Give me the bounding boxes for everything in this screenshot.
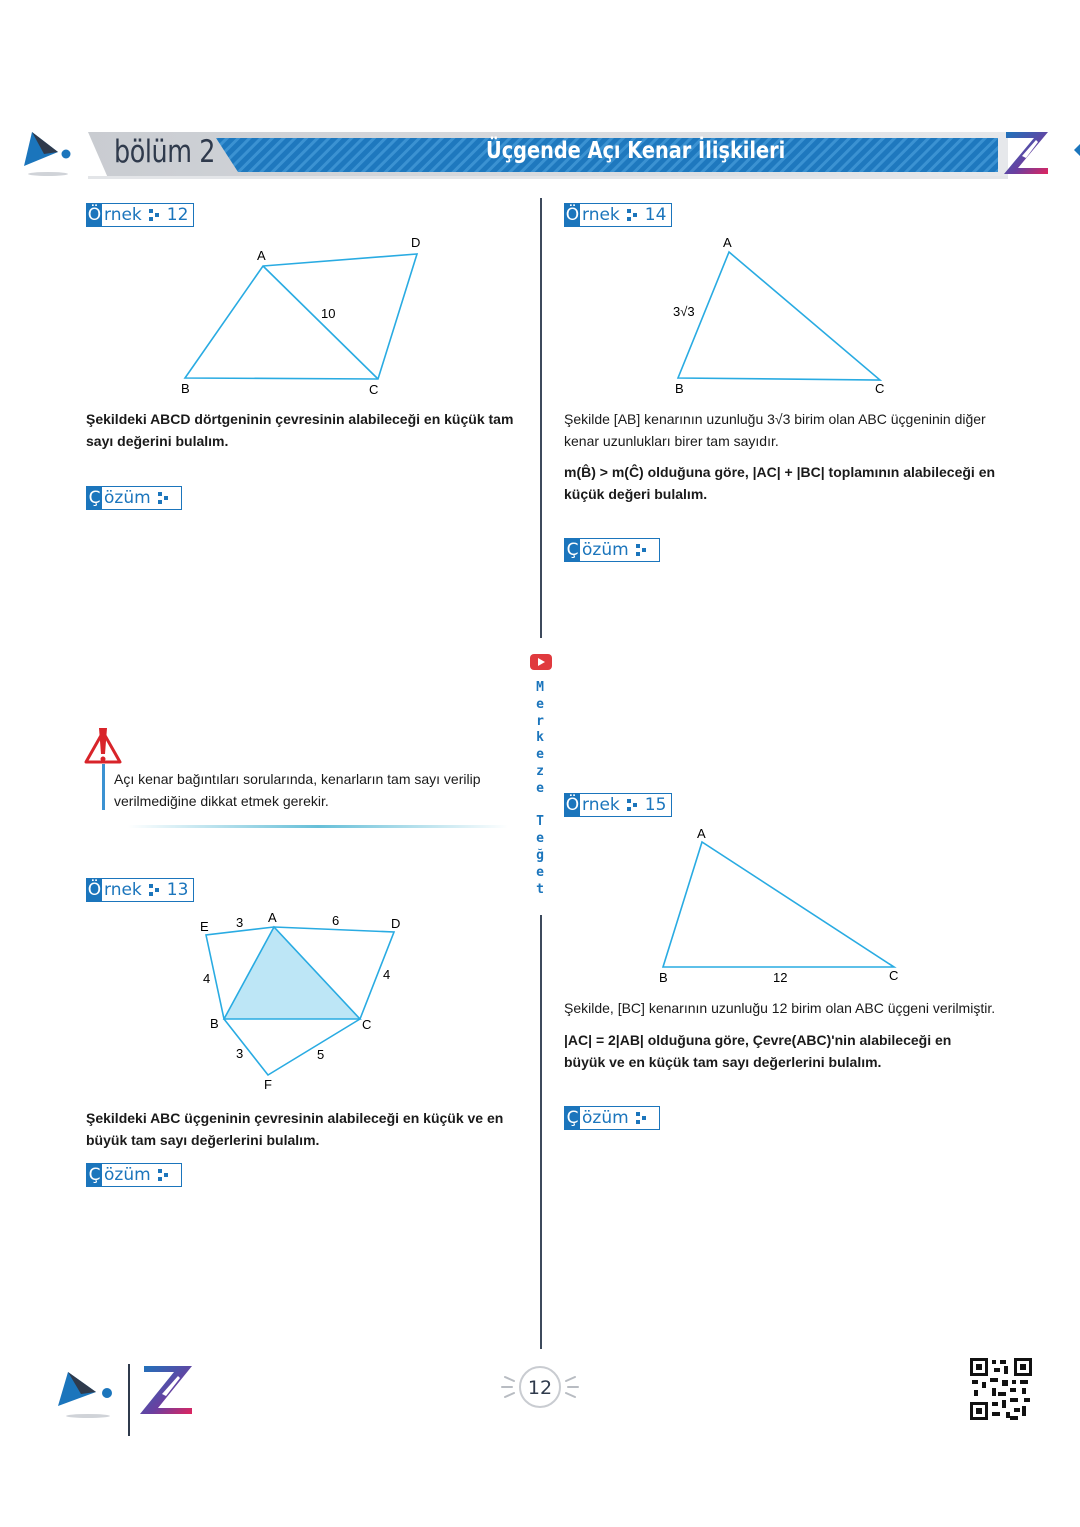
label-c: C [875,381,885,396]
label-fc: 5 [317,1047,325,1062]
example-14-question: m(B̂) > m(Ĉ) olduğuna göre, |AC| + |BC| toplamının alabileceği en küçük değeri bulalım. [564,464,996,502]
label-a: A [697,826,706,841]
label-a: A [268,910,277,925]
label-b: B [210,1016,219,1031]
arrow-dots-icon [627,208,639,222]
arrow-dots-icon [636,543,648,557]
example-15-text: Şekilde, [BC] kenarının uzunluğu 12 birim olan ABC üçgeni verilmiştir. [564,1000,996,1016]
label-c: C [362,1017,372,1032]
label-d: D [391,916,401,931]
figure-quadrilateral-abcd [170,232,440,402]
label-a: A [257,248,266,263]
label-b: B [181,381,190,396]
z-logo-icon [1002,128,1080,178]
example-tag-15: Ö rnek 15 [564,793,672,817]
label-b: B [675,381,684,396]
label-ea: 3 [236,915,244,930]
label-f: F [264,1077,272,1092]
label-eb: 4 [203,971,211,986]
label-ab: 3√3 [673,304,695,319]
solution-tag-14: Ç özüm [564,538,660,562]
label-b: B [659,970,668,985]
chapter-label: bölüm 2 [114,134,216,170]
solution-tag-15: Ç özüm [564,1106,660,1130]
page-title: Üçgende Açı Kenar İlişkileri [486,138,786,164]
figure-triangle-15 [650,822,910,992]
arrow-dots-icon [636,1111,648,1125]
page-number: 12 [527,1377,553,1399]
vertical-brand-text: M e r k e z e T e ğ e t [536,680,544,897]
warning-text: Açı kenar bağıntıları sorularında, kenarların tam sayı verilip verilmediğine dikkat etmek gerekir. [114,771,481,809]
label-diag: 10 [321,306,336,321]
label-ad: 6 [332,913,340,928]
footer-logos [52,1360,202,1438]
label-dc: 4 [383,967,391,982]
arrow-dots-icon [627,798,639,812]
arrow-dots-icon [158,1168,170,1182]
arrow-dots-icon [149,883,161,897]
example-tag-13: Ö rnek 13 [86,878,194,902]
arrow-dots-icon [149,208,161,222]
column-divider-bottom [540,915,542,1349]
page-number-badge [498,1362,582,1412]
arrow-dots-icon [158,491,170,505]
label-a: A [723,235,732,250]
example-13-text: Şekildeki ABC üçgeninin çevresinin alabileceği en küçük ve en büyük tam sayı değerlerini bulalım. [86,1110,504,1148]
youtube-icon[interactable] [530,654,552,670]
solution-tag-12: Ç özüm [86,486,182,510]
example-tag-14: Ö rnek 14 [564,203,672,227]
qr-code-icon[interactable] [970,1358,1032,1420]
solution-tag-13: Ç özüm [86,1163,182,1187]
label-e: E [200,919,209,934]
label-d: D [411,235,421,250]
example-15-question: |AC| = 2|AB| olduğuna göre, Çevre(ABC)'nin alabileceği en büyük ve en küçük tam sayı değerlerini bulalım. [564,1032,952,1070]
publisher-logo-icon [18,128,78,180]
label-bc: 12 [773,970,788,985]
label-c: C [369,382,379,397]
label-bf: 3 [236,1046,244,1061]
warning-underline [128,824,508,830]
example-12-text: Şekildeki ABCD dörtgeninin çevresinin alabileceği en küçük tam sayı değerini bulalım. [86,411,514,449]
label-c: C [889,968,899,983]
figure-triangle-14 [664,232,904,402]
example-tag-12: Ö rnek 12 [86,203,194,227]
column-divider-top [540,198,542,638]
example-14-text: Şekilde [AB] kenarının uzunluğu 3√3 birim olan ABC üçgeninin diğer kenar uzunlukları birer tam sayıdır. [564,411,986,449]
figure-triangle-abc-with-neighbors [190,905,420,1095]
